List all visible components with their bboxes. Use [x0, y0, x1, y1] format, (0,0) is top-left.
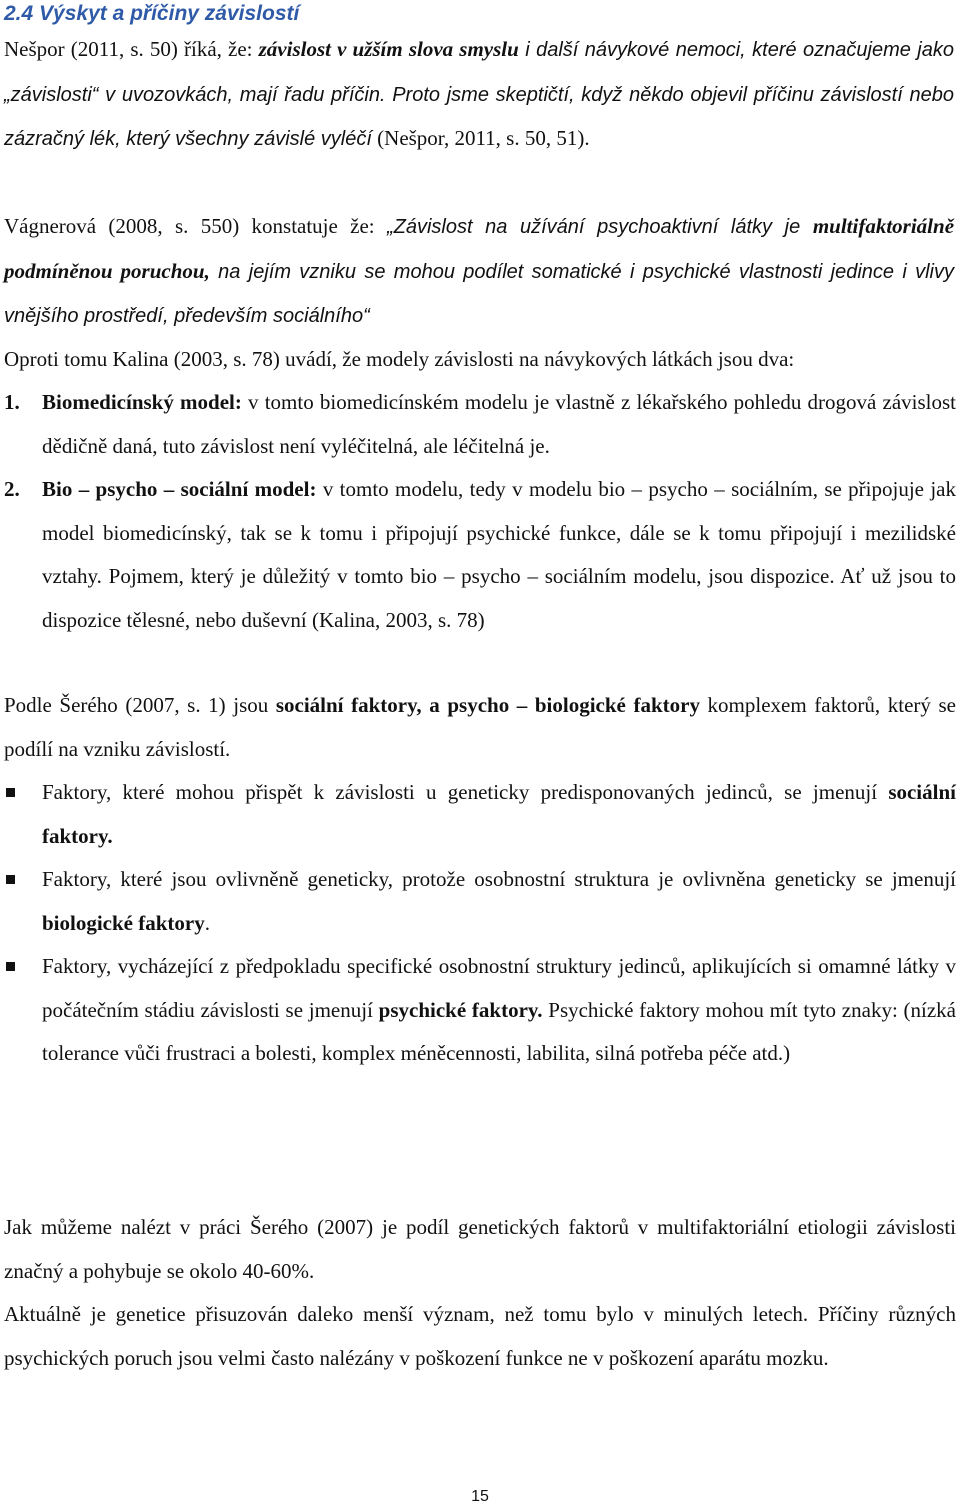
p4-rest: komplexem faktorů, který se podílí na vzniku závislostí. — [4, 693, 956, 761]
p2-quote-start: „Závislost na užívání psychoaktivní látky je — [386, 216, 813, 238]
model-1-body: v tomto biomedicínském modelu je vlastně z lékařského pohledu drogová závislost dědičně daná, tuto závislost není vyléčitelná, ale léčitelná je. — [42, 390, 956, 458]
paragraph-genetic-share: Jak můžeme nalézt v práci Šerého (2007) je podíl genetických faktorů v multifaktoriální etiologii závislosti značný a pohybuje se okolo 40-60%. — [4, 1215, 956, 1283]
p1-emphasis: závislost v užším slova smyslu — [258, 37, 519, 61]
bullet-1-text — [42, 771, 956, 858]
bullet-3-tail: Psychické faktory mohou mít tyto znaky: (nízká tolerance vůči frustraci a bolesti, komplex méněcennosti, labilita, silná potřeba péče atd.) — [42, 997, 956, 1065]
square-bullet-icon — [6, 962, 15, 971]
p1-intro: Nešpor (2011, s. 50) říká, že: — [4, 37, 259, 61]
section-heading: 2.4 Výskyt a příčiny závislostí — [4, 2, 300, 25]
p2-emphasis: multifaktoriálně podmíněnou poruchou, — [4, 214, 955, 283]
p1-quote: i další návykové nemoci, které označujeme jako „závislosti“ v uvozovkách, mají řadu příčin. Proto jsme skeptičtí, když někdo objevil příčinu závislostí nebo zázračný lék, který všechny závislé vyléčí — [4, 39, 955, 150]
paragraph-kalina: Oproti tomu Kalina (2003, s. 78) uvádí, že modely závislosti na návykových látkách jsou dva: — [4, 347, 795, 371]
p2-intro: Vágnerová (2008, s. 550) konstatuje že: — [4, 214, 387, 238]
bullet-2-tail: . — [204, 910, 210, 935]
bullet-3-term: psychické faktory. — [378, 997, 543, 1022]
bullet-2-term: biologické faktory — [42, 910, 205, 935]
model-1-title: Biomedicínský model: — [42, 390, 242, 414]
paragraph-vagnerova — [4, 205, 954, 339]
model-1-text — [42, 381, 956, 468]
bullet-2-body: Faktory, které jsou ovlivněně geneticky, protože osobnostní struktura je ovlivněna geneticky se jmenují — [42, 867, 956, 891]
bullet-1-term: sociální faktory. — [42, 780, 956, 848]
p4-emphasis: sociální faktory, a psycho – biologické faktory — [275, 693, 700, 717]
paragraph-nespor — [4, 28, 954, 162]
model-2-body: v tomto modelu, tedy v modelu bio – psycho – sociálním, se připojuje jak model biomedicínský, tak se k tomu i připojují psychické funkce, dále se k tomu připojují i mezilidské vztahy. Pojmem, který je důležitý v tomto bio – psycho – sociálním modelu, jsou dispozice. Ať už jsou to dispozice tělesné, nebo duševní (Kalina, 2003, s. 78) — [42, 477, 956, 632]
page-number: 15 — [471, 1488, 489, 1505]
p4-intro: Podle Šerého (2007, s. 1) jsou — [4, 693, 276, 717]
paragraph-sereho — [4, 684, 956, 771]
model-2-number: 2. — [4, 477, 20, 501]
bullet-3-body: Faktory, vycházející z předpokladu specifické osobnostní struktury jedinců, aplikujících si omamné látky v počátečním stádiu závislosti se jmenují — [42, 954, 956, 1022]
bullet-3-text — [42, 945, 956, 1076]
model-2-text — [42, 468, 956, 642]
bullet-2-text — [42, 858, 956, 945]
p2-quote-end: na jejím vzniku se mohou podílet somatické i psychické vlastnosti jedince i vlivy vnějšího prostředí, především sociálního“ — [4, 260, 954, 327]
square-bullet-icon — [6, 788, 15, 797]
paragraph-genetics-today: Aktuálně je genetice přisuzován daleko menší význam, než tomu bylo v minulých letech. Příčiny různých psychických poruch jsou velmi často nalézány v poškození funkce ne v poškození aparátu mozku. — [4, 1302, 956, 1370]
model-1-number: 1. — [4, 390, 20, 414]
bullet-1-body: Faktory, které mohou přispět k závislosti u geneticky predisponovaných jedinců, se jmenují — [42, 780, 889, 804]
model-2-title: Bio – psycho – sociální model: — [42, 477, 317, 501]
p1-citation: (Nešpor, 2011, s. 50, 51). — [371, 126, 590, 150]
square-bullet-icon — [6, 875, 15, 884]
